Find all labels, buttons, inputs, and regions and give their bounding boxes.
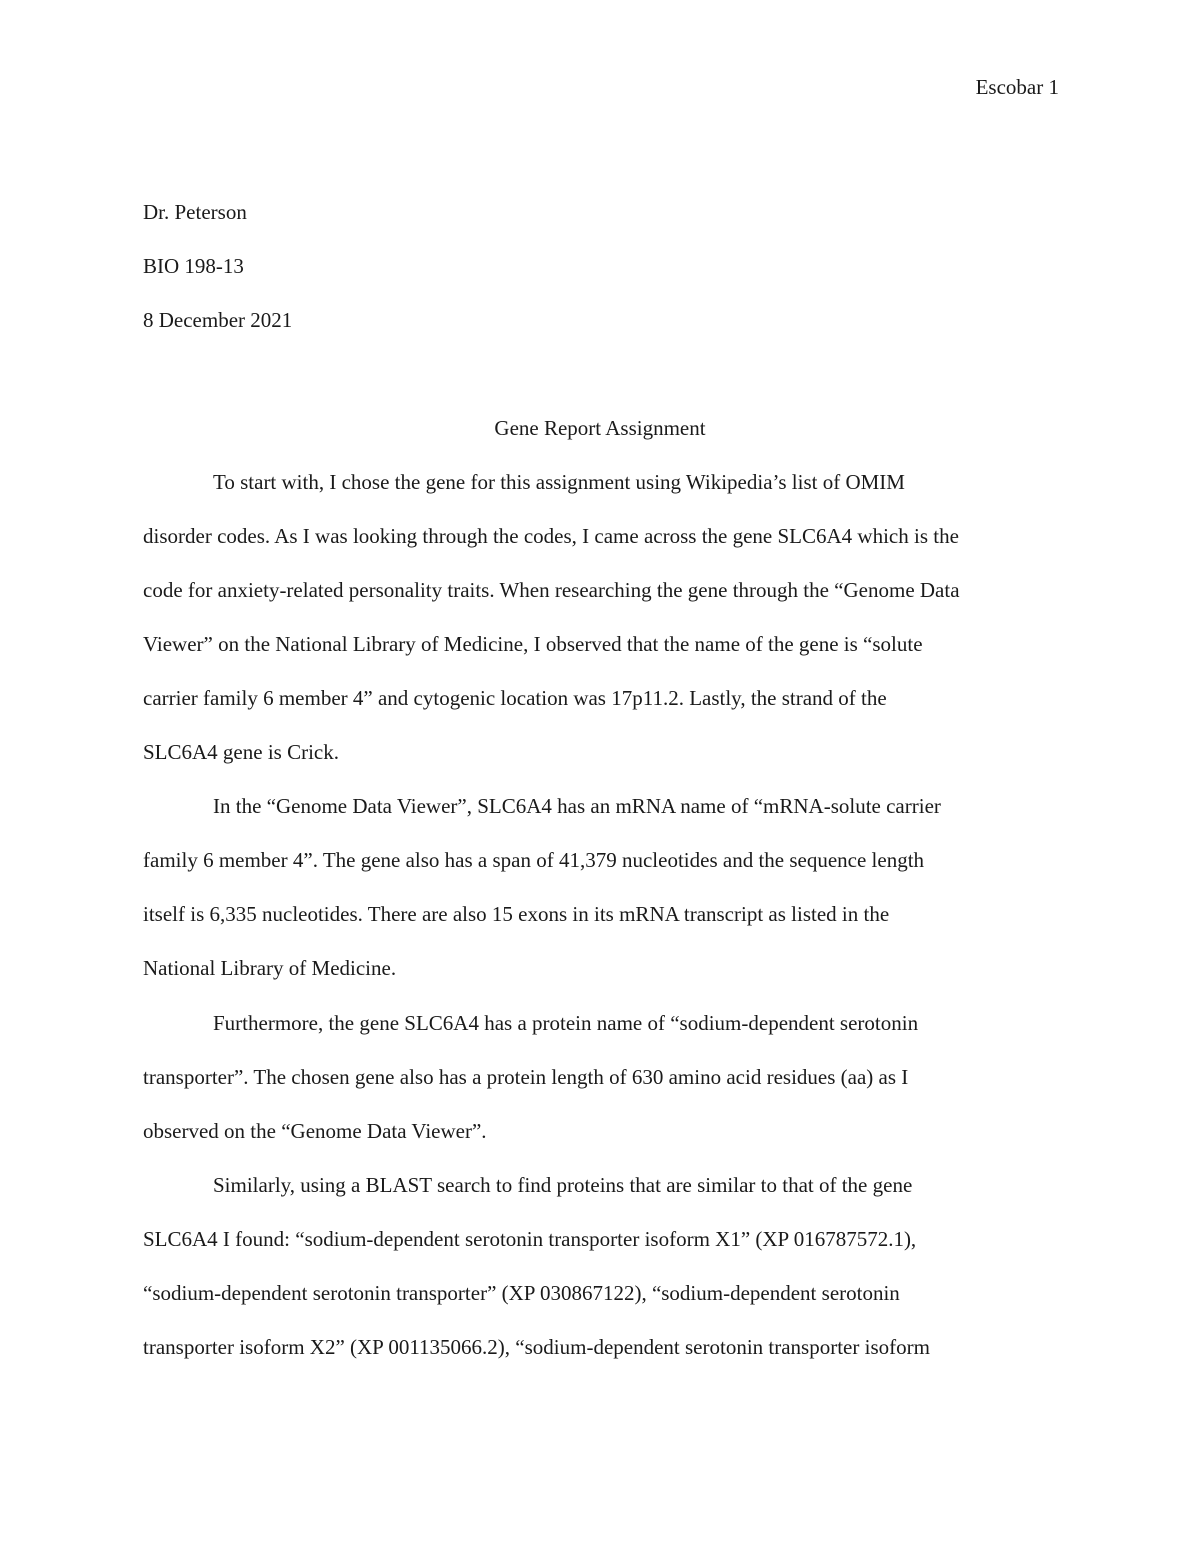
course-code: BIO 198-13 bbox=[143, 254, 244, 278]
paragraph-line: itself is 6,335 nucleotides. There are also 15 exons in its mRNA transcript as listed in the bbox=[143, 902, 890, 926]
paragraph-line: SLC6A4 gene is Crick. bbox=[143, 740, 339, 764]
paragraph-line: code for anxiety-related personality traits. When researching the gene through the “Genome Data bbox=[143, 578, 960, 602]
paragraph-line: Similarly, using a BLAST search to find proteins that are similar to that of the gene bbox=[213, 1173, 913, 1197]
paragraph-line: disorder codes. As I was looking through the codes, I came across the gene SLC6A4 which is the bbox=[143, 524, 959, 548]
document-title: Gene Report Assignment bbox=[494, 416, 706, 440]
paragraph-line: To start with, I chose the gene for this assignment using Wikipedia’s list of OMIM bbox=[213, 470, 905, 494]
paragraph-line: transporter”. The chosen gene also has a protein length of 630 amino acid residues (aa) as I bbox=[143, 1065, 909, 1089]
paragraph-line: Viewer” on the National Library of Medicine, I observed that the name of the gene is “solute bbox=[143, 632, 923, 656]
paragraph-line: family 6 member 4”. The gene also has a span of 41,379 nucleotides and the sequence length bbox=[143, 848, 925, 872]
paragraph-line: carrier family 6 member 4” and cytogenic location was 17p11.2. Lastly, the strand of the bbox=[143, 686, 887, 710]
running-head: Escobar 1 bbox=[975, 75, 1059, 99]
paragraph-line: Furthermore, the gene SLC6A4 has a protein name of “sodium-dependent serotonin bbox=[213, 1011, 919, 1035]
paragraph-line: In the “Genome Data Viewer”, SLC6A4 has an mRNA name of “mRNA-solute carrier bbox=[213, 794, 941, 818]
paragraph-line: observed on the “Genome Data Viewer”. bbox=[143, 1119, 487, 1143]
paragraph-line: SLC6A4 I found: “sodium-dependent serotonin transporter isoform X1” (XP 016787572.1), bbox=[143, 1227, 917, 1251]
instructor-name: Dr. Peterson bbox=[143, 200, 247, 224]
paragraph-line: “sodium-dependent serotonin transporter” (XP 030867122), “sodium-dependent serotonin bbox=[143, 1281, 900, 1305]
paragraph-line: National Library of Medicine. bbox=[143, 956, 397, 980]
submission-date: 8 December 2021 bbox=[143, 308, 293, 332]
paragraph-line: transporter isoform X2” (XP 001135066.2), “sodium-dependent serotonin transporter isoform bbox=[143, 1335, 930, 1359]
